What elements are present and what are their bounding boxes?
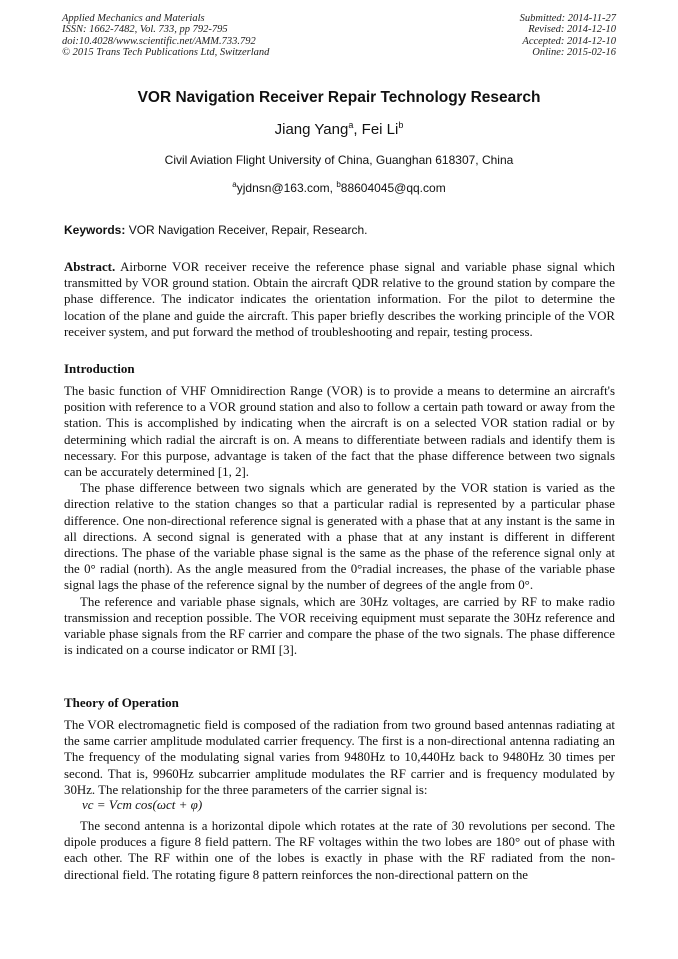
keywords-text: VOR Navigation Receiver, Repair, Research. — [125, 223, 368, 237]
email-address: 88604045@qq.com — [340, 181, 446, 195]
keywords-label: Keywords: — [64, 223, 126, 237]
abstract-label: Abstract. — [64, 260, 116, 274]
author-emails — [0, 180, 678, 195]
abstract — [64, 259, 615, 340]
introduction-body — [64, 383, 615, 658]
keywords — [64, 223, 616, 237]
section-heading-theory: Theory of Operation — [64, 695, 179, 710]
carrier-signal-equation: vc = Vcm cos(ωct + φ) — [82, 797, 203, 812]
journal-copyright: © 2015 Trans Tech Publications Ltd, Switzerland — [62, 47, 270, 59]
affiliation: Civil Aviation Flight University of China, Guanghan 618307, China — [164, 153, 514, 167]
paragraph: The second antenna is a horizontal dipole which rotates at the rate of 30 revolutions per second. The dipole produces a figure 8 field pattern. The RF voltages within the two lobes are 180° out of phase with each other. The RF within one of the lobes is exactly in phase with the RF radiated from the non-directional field. The rotating figure 8 pattern reinforces the non-directional pattern on the — [64, 819, 615, 882]
author-line — [0, 120, 678, 138]
journal-name: Applied Mechanics and Materials — [62, 13, 205, 24]
online-date: Online: 2015-02-16 — [532, 47, 616, 59]
theory-body-continued — [64, 818, 615, 883]
author-name: Fei Li — [361, 121, 399, 138]
abstract-text: Airborne VOR receiver receive the reference phase signal and variable phase signal which transmitted by VOR ground station. Obtain the aircraft QDR relative to the ground station by compare the phase difference. The indicator indicates the orientation information. For the pilot to determine the location of the plane and guide the aircraft. This paper briefly describes the working principle of the VOR receiver system, and put forward the method of troubleshooting and repair, testing process. — [64, 260, 615, 339]
author-name: Jiang Yang — [274, 121, 349, 138]
section-heading-introduction: Introduction — [64, 361, 135, 376]
journal-issn: ISSN: 1662-7482, Vol. 733, pp 792-795 — [62, 24, 228, 36]
accepted-date: Accepted: 2014-12-10 — [522, 35, 616, 47]
paper-title: VOR Navigation Receiver Repair Technology Research — [137, 89, 541, 106]
author-affil-mark: a — [348, 120, 354, 130]
email-mark: b — [336, 180, 341, 189]
author-affil-mark: b — [398, 120, 404, 130]
paragraph: The VOR electromagnetic field is composed of the radiation from two ground based antennas radiating at the same carrier amplitude modulated carrier frequency. The first is a non-directional antenna radiating an The frequency of the modulating signal varies from 9480Hz to 10,440Hz back to 9480Hz 30 times per second. That is, 9960Hz subcarrier amplitude modulates the RF carrier and is frequency modulated by 30Hz. The relationship for the three parameters of the carrier signal is: — [64, 718, 615, 797]
paragraph: The reference and variable phase signals, which are 30Hz voltages, are carried by RF to make radio transmission and reception possible. The VOR receiving equipment must separate the 30Hz reference and variable phase signals from the RF carrier and compare the phase of the two signals. The phase difference is indicated on a course indicator or RMI [3]. — [64, 594, 615, 658]
email-address: yjdnsn@163.com, — [236, 181, 337, 195]
revised-date: Revised: 2014-12-10 — [528, 24, 616, 36]
paragraph: The basic function of VHF Omnidirection Range (VOR) is to provide a means to determine an aircraft's position with reference to a VOR ground station and also to follow a certain path toward or away from the station. This is accomplished by indicating when the aircraft is on a selected VOR station radial or by determining which radial the aircraft is on. A means to differentiate between radials and identify them is necessary. For this purpose, advantage is taken of the fact that the phase difference between two signals can be accurately determined [1, 2]. — [64, 384, 615, 480]
dates-header — [520, 13, 616, 59]
author-separator: , — [353, 121, 362, 138]
paragraph: The phase difference between two signals which are generated by the VOR station is varied as the direction relative to the station changes so that a particular radial is represented by a particular phase difference. One non-directional reference signal is generated with a phase that at any instant is the same in all directions. A second signal is generated with a phase that at any instant is different in different directions. The phase of the variable phase signal is the same as the phase of the reference signal only at the 0° radial (north). As the angle measured from the 0°radial increases, the phase of the variable phase signal lags the phase of the reference signal by the number of degrees of the angle from 0°. — [64, 481, 615, 593]
journal-doi: doi:10.4028/www.scientific.net/AMM.733.792 — [62, 35, 256, 47]
theory-body — [64, 717, 615, 798]
email-mark: a — [232, 180, 237, 189]
journal-header — [62, 13, 269, 59]
submitted-date: Submitted: 2014-11-27 — [519, 13, 616, 24]
